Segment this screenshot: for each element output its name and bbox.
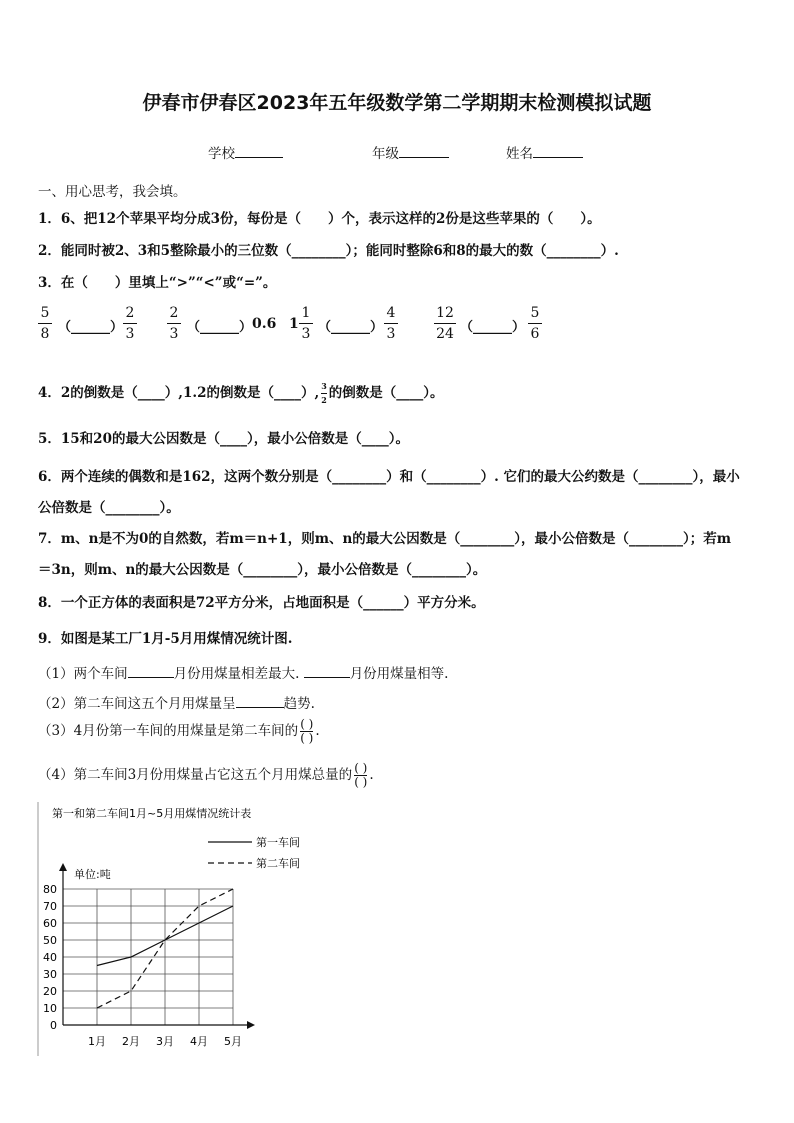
answer-fraction[interactable] [354, 762, 367, 789]
compare-blank[interactable]: （______） [460, 320, 526, 335]
q9-1-text-a: （1）两个车间 [38, 666, 128, 682]
question-2: 2．能同时被2、3和5整除最小的三位数（________）；能同时整除6和8的最大的数（________）. [38, 243, 619, 259]
answer-blank[interactable] [128, 665, 174, 678]
question-3: 3．在（ ）里填上“>”“<”或“=”。 [38, 275, 277, 291]
grade-blank[interactable] [399, 145, 449, 158]
question-5: 5．15和20的最大公因数是（____），最小公倍数是（____）。 [38, 431, 409, 447]
x-tick-label: 3月 [156, 1035, 174, 1048]
question-7-line-1: 7．m、n是不为0的自然数，若m＝n+1，则m、n的最大公因数是（________），最小公倍数是（________）；若m [38, 531, 732, 547]
x-tick-label: 4月 [190, 1035, 208, 1048]
fraction-numerator: 3 [321, 381, 327, 391]
y-tick-label: 20 [43, 985, 57, 998]
q9-3-text: （3）4月份第一车间的用煤量是第二车间的 [38, 723, 299, 739]
q9-2-text-a: （2）第二车间这五个月用煤量呈 [38, 696, 236, 712]
question-6-line-2: 公倍数是（________）。 [38, 500, 180, 516]
question-4 [38, 380, 444, 407]
name-field[interactable] [506, 142, 583, 162]
fraction-denominator: 3 [169, 326, 179, 342]
legend-label: 第一车间 [256, 836, 300, 849]
grade-label: 年级 [372, 146, 399, 162]
answer-blank[interactable] [236, 695, 284, 708]
grade-field[interactable] [372, 142, 449, 162]
fraction-numerator: 2 [125, 305, 135, 321]
question-9-1 [38, 662, 448, 682]
chart-axes [59, 863, 255, 1029]
fraction-numerator: 4 [386, 305, 396, 321]
y-tick-label: 70 [43, 900, 57, 913]
chart-legend [208, 835, 300, 870]
question-7-line-2: ＝3n，则m、n的最大公因数是（________），最小公倍数是（________）。 [38, 562, 487, 578]
chart-title: 第一和第二车间1月~5月用煤情况统计表 [52, 807, 252, 820]
mixed-whole: 1 [289, 316, 299, 332]
compare-blank[interactable]: （______） [318, 320, 384, 335]
question-4-part-a: 4．2的倒数是（____）,1.2的倒数是（____）, [38, 385, 320, 401]
period: . [369, 767, 374, 783]
fraction-numerator-blank[interactable]: ( ) [300, 717, 314, 731]
answer-blank[interactable] [304, 665, 350, 678]
fraction-numerator: 1 [301, 305, 311, 321]
school-label: 学校 [208, 146, 235, 162]
fraction-denominator: 6 [530, 326, 540, 342]
compare-blank[interactable]: （______） [187, 320, 253, 335]
decimal-value: 0.6 [252, 316, 277, 332]
y-tick-label: 0 [50, 1019, 57, 1032]
fraction-denominator: 8 [40, 326, 50, 342]
q9-1-text-b: 月份用煤量相差最大. [173, 666, 300, 682]
section-heading: 一、用心思考，我会填。 [38, 184, 187, 200]
answer-fraction[interactable] [300, 718, 313, 745]
y-tick-label: 50 [43, 934, 57, 947]
fraction-denominator: 2 [321, 395, 327, 405]
x-tick-label: 2月 [122, 1035, 140, 1048]
chart-unit-label: 单位:吨 [74, 868, 111, 881]
fraction-numerator: 5 [530, 305, 540, 321]
x-axis-arrow [247, 1021, 255, 1029]
q9-4-text: （4）第二车间3月份用煤量占它这五个月用煤总量的 [38, 767, 353, 783]
fraction-denominator: 24 [436, 326, 454, 342]
fraction-denominator: 3 [125, 326, 135, 342]
question-8: 8．一个正方体的表面积是72平方分米，占地面积是（______）平方分米。 [38, 595, 485, 611]
question-9-4 [38, 762, 374, 789]
coal-usage-line-chart [30, 800, 330, 1056]
fraction-denominator: 3 [386, 326, 396, 342]
fraction-numerator: 5 [40, 305, 50, 321]
school-field[interactable] [208, 142, 283, 162]
period: . [315, 723, 320, 739]
q9-2-text-b: 趋势. [283, 696, 315, 712]
question-9: 9．如图是某工厂1月-5月用煤情况统计图. [38, 631, 293, 647]
x-tick-label: 1月 [88, 1035, 106, 1048]
chart-ticks [43, 883, 242, 1048]
legend-label: 第二车间 [256, 857, 300, 870]
question-9-2 [38, 692, 315, 712]
y-tick-label: 30 [43, 968, 57, 981]
compare-blank[interactable]: （______） [58, 320, 124, 335]
fraction-numerator-blank[interactable]: ( ) [354, 761, 368, 775]
question-9-3 [38, 718, 320, 745]
fraction-numerator: 12 [436, 305, 454, 321]
chart-grid [63, 889, 233, 1025]
name-blank[interactable] [533, 145, 583, 158]
question-4-part-b: 的倒数是（____）。 [328, 385, 444, 401]
y-axis-arrow [59, 863, 67, 871]
fraction-denominator-blank[interactable]: ( ) [300, 731, 314, 745]
y-tick-label: 10 [43, 1002, 57, 1015]
fraction-denominator: 3 [301, 326, 311, 342]
fraction-numerator: 2 [169, 305, 179, 321]
q9-1-text-c: 月份用煤量相等. [349, 666, 449, 682]
page-title: 伊春市伊春区2023年五年级数学第二学期期末检测模拟试题 [142, 92, 652, 114]
school-blank[interactable] [235, 145, 283, 158]
x-tick-label: 5月 [224, 1035, 242, 1048]
name-label: 姓名 [506, 146, 533, 162]
y-tick-label: 40 [43, 951, 57, 964]
question-6-line-1: 6．两个连续的偶数和是162，这两个数分别是（________）和（________）. 它们的最大公约数是（________），最小 [38, 469, 740, 485]
question-1: 1．6、把12个苹果平均分成3份，每份是（ ）个，表示这样的2份是这些苹果的（ ）。 [38, 211, 601, 227]
fraction-denominator-blank[interactable]: ( ) [354, 775, 368, 789]
y-tick-label: 60 [43, 917, 57, 930]
y-tick-label: 80 [43, 883, 57, 896]
